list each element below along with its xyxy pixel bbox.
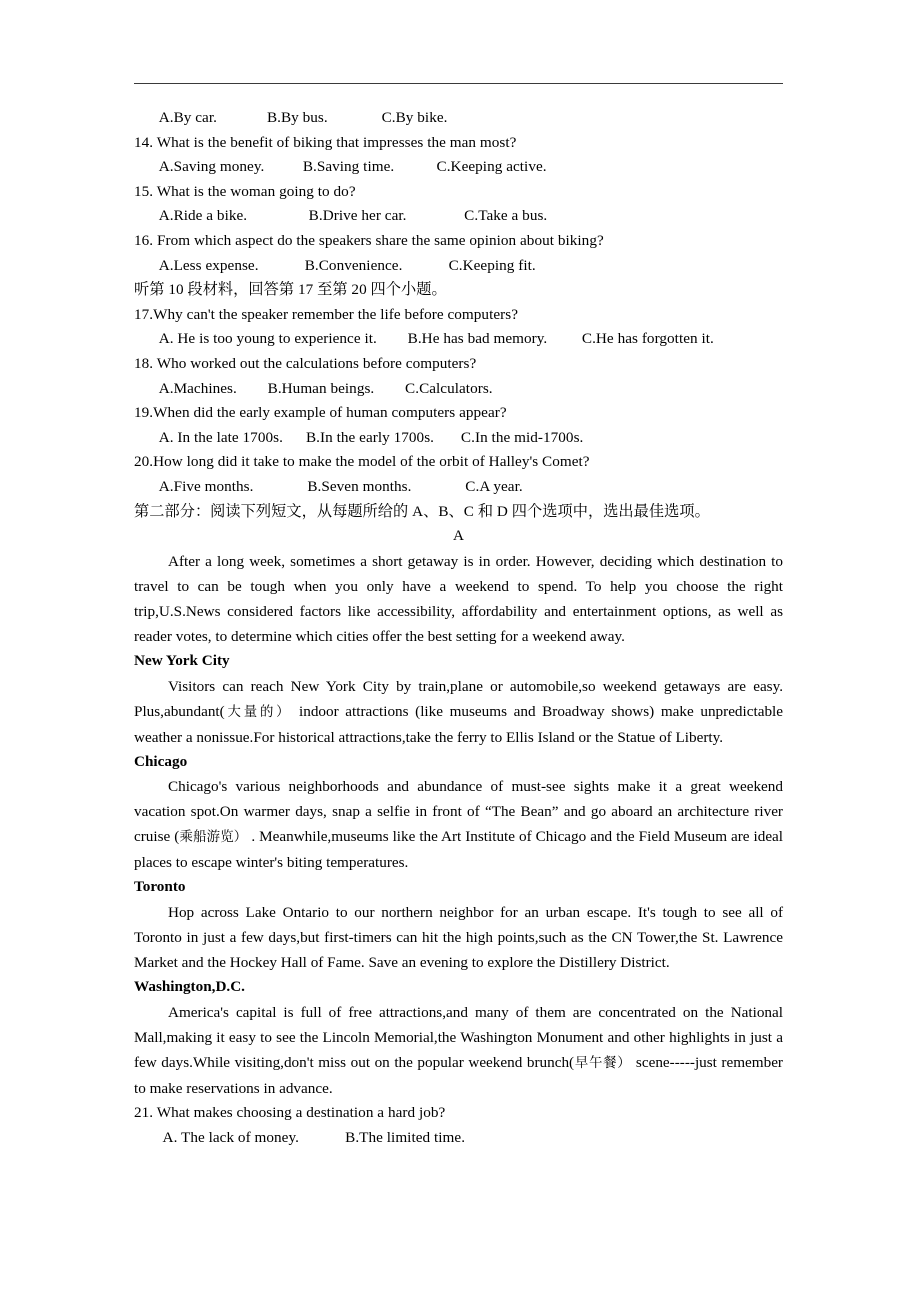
- chinese-gloss: 早午餐）: [574, 1056, 632, 1072]
- option-line: A.Machines. B.Human beings. C.Calculators.: [148, 379, 493, 397]
- paragraph-text-after-gloss: scene-----just remember to make reservations in advance.: [134, 1054, 783, 1098]
- paragraph-text-after-gloss: indoor attractions (like museums and Broadway shows) make unpredictable weather a nonissue.For historical attractions,take the ferry to Ellis Island or the Statue of Liberty.: [134, 702, 783, 746]
- listening-section: [134, 106, 783, 500]
- question-line-18: 18. Who worked out the calculations before computers?: [134, 354, 477, 372]
- paragraph-text-before-gloss: Chicago's various neighborhoods and abundance of must-see sights make it a great weekend vacation spot.On warmer days, snap a selfie in front of “The Bean” and go aboard an architecture river cruise (: [134, 778, 783, 846]
- reading-passage: [134, 524, 783, 1101]
- paragraph-text-before-gloss: Hop across Lake Ontario to our northern neighbor for an urban escape. It's tough to see all of Toronto in just a few days,but first-timers can hit the high points,such as the CN Tower,the St. Lawrence Market and the Hockey Hall of Fame. Save an evening to explore the Distillery District.: [134, 904, 783, 972]
- option-line: A.Ride a bike. B.Drive her car. C.Take a bus.: [148, 207, 548, 225]
- passage-intro-paragraph: After a long week, sometimes a short getaway is in order. However, deciding which destination to travel to can be tough when you only have a weekend to spend. To help you choose the right trip,U.S.News considered factors like accessibility, affordability and entertainment options, as well as reader votes, to determine which cities offer the best setting for a weekend away.: [134, 552, 783, 645]
- city-heading-toronto: Toronto: [134, 878, 186, 896]
- chinese-gloss: 大量的）: [224, 704, 293, 720]
- passage-letter: A: [453, 527, 464, 545]
- option-line: A.Less expense. B.Convenience. C.Keeping fit.: [148, 256, 536, 274]
- option-line: A. In the late 1700s. B.In the early 1700s. C.In the mid-1700s.: [148, 428, 584, 446]
- question-line-20: 20.How long did it take to make the model of the orbit of Halley's Comet?: [134, 453, 590, 471]
- option-line: A.By car. B.By bus. C.By bike.: [148, 109, 448, 126]
- paragraph-text-after-gloss: . Meanwhile,museums like the Art Institute of Chicago and the Field Museum are ideal places to escape winter's biting temperatures.: [134, 828, 784, 872]
- city-paragraph-new-york-city: [134, 674, 783, 750]
- city-paragraph-chicago: [134, 774, 783, 875]
- option-line: A.Five months. B.Seven months. C.A year.: [148, 477, 523, 495]
- question-line-21: 21. What makes choosing a destination a hard job?: [134, 1104, 446, 1122]
- question-line-19: 19.When did the early example of human computers appear?: [134, 404, 507, 422]
- question-line-14: 14. What is the benefit of biking that impresses the man most?: [134, 133, 517, 151]
- chinese-gloss: 乘船游览）: [179, 830, 248, 846]
- question-line-16: 16. From which aspect do the speakers share the same opinion about biking?: [134, 231, 604, 249]
- option-line: A. The lack of money. B.The limited time.: [148, 1128, 466, 1146]
- part-two-heading: 第二部分：阅读下列短文，从每题所给的 A、B、C 和 D 四个选项中，选出最佳选项。: [134, 502, 710, 520]
- paragraph-text-before-gloss: America's capital is full of free attractions,and many of them are concentrated on the National Mall,making it easy to see the Lincoln Memorial,the Washington Monument and other highlights in just a few days.While visiting,don't miss out on the popular weekend brunch(: [134, 1004, 783, 1072]
- page-body: [134, 0, 783, 1302]
- question-line-15: 15. What is the woman going to do?: [134, 182, 356, 200]
- city-paragraph-toronto: [134, 900, 783, 975]
- header-rule: [134, 83, 783, 84]
- city-heading-chicago: Chicago: [134, 752, 188, 770]
- question-line-17: 17.Why can't the speaker remember the life before computers?: [134, 305, 518, 323]
- city-heading-new-york-city: New York City: [134, 651, 230, 669]
- option-line: A.Saving money. B.Saving time. C.Keeping active.: [148, 158, 547, 176]
- page-content: [134, 106, 783, 1150]
- listening-instruction-chinese: 听第 10 段材料，回答第 17 至第 20 四个小题。: [134, 281, 447, 299]
- city-heading-washington-dc: Washington,D.C.: [134, 978, 245, 996]
- paragraph-text-before-gloss: Visitors can reach New York City by train,plane or automobile,so weekend getaways are easy. Plus,abundant(: [134, 677, 783, 720]
- option-line: A. He is too young to experience it. B.He has bad memory. C.He has forgotten it.: [148, 330, 714, 348]
- reading-questions: [134, 1101, 783, 1150]
- city-paragraph-washington-dc: [134, 1000, 783, 1101]
